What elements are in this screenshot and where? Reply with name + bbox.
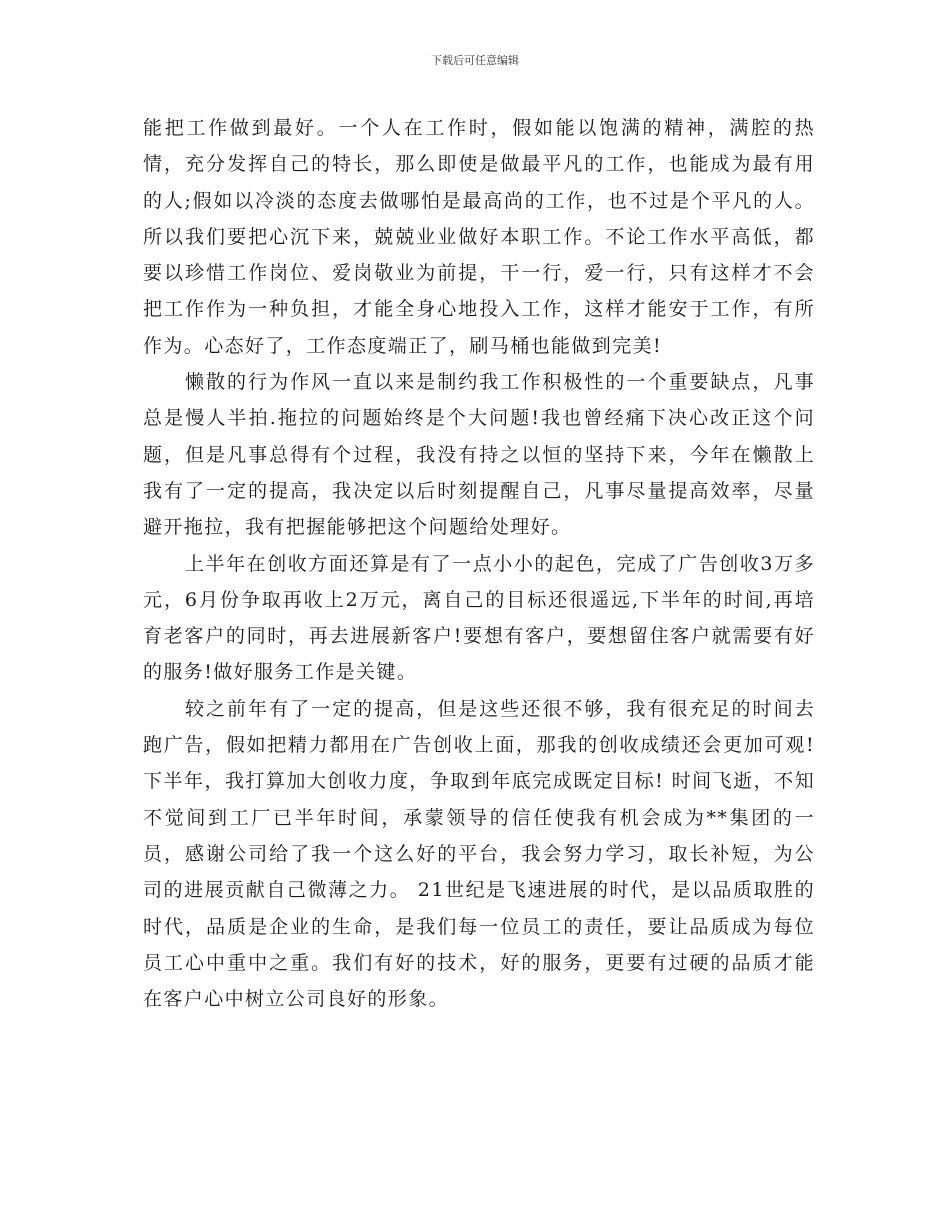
paragraph-3: 上半年在创收方面还算是有了一点小小的起色，完成了广告创收3万多元，6月份争取再收上2万元，离自己的目标还很遥远,下半年的时间,再培育老客户的同时，再去进展新客户!要想有客户，要想留住客户就需要有好的服务!做好服务工作是关键。 <box>143 552 815 684</box>
paragraph-2: 懒散的行为作风一直以来是制约我工作积极性的一个重要缺点，凡事总是慢人半拍.拖拉的问题始终是个大问题!我也曾经痛下决心改正这个问题，但是凡事总得有个过程，我没有持之以恒的坚持下来，今年在懒散上我有了一定的提高，我决定以后时刻提醒自己，凡事尽量提高效率，尽量避开拖拉，我有把握能够把这个问题给处理好。 <box>143 371 815 539</box>
page-header: 下载后可任意编辑 <box>431 54 519 67</box>
paragraph-1: 能把工作做到最好。一个人在工作时，假如能以饱满的精神，满腔的热情，充分发挥自己的特长，那么即使是做最平凡的工作，也能成为最有用的人;假如以冷淡的态度去做哪怕是最高尚的工作，也不过是个平凡的人。 所以我们要把心沉下来，兢兢业业做好本职工作。不论工作水平高低，都要以珍惜工作岗位、爱岗敬业为前提，干一行，爱一行，只有这样才不会把工作作为一种负担，才能全身心地投入工作，这样才能安于工作，有所作为。心态好了，工作态度端正了，刷马桶也能做到完美! <box>143 117 815 357</box>
document-body <box>143 110 815 1017</box>
paragraph-4: 较之前年有了一定的提高，但是这些还很不够，我有很充足的时间去跑广告，假如把精力都用在广告创收上面，那我的创收成绩还会更加可观!下半年，我打算加大创收力度，争取到年底完成既定目标! 时间飞逝，不知不觉间到工厂已半年时间，承蒙领导的信任使我有机会成为**集团的一员，感谢公司给了我一个这么好的平台，我会努力学习，取长补短，为公司的进展贡献自己微薄之力。 21世纪是飞速进展的时代，是以品质取胜的时代，品质是企业的生命，是我们每一位员工的责任，要让品质成为每位员工心中重中之重。我们有好的技术，好的服务，更要有过硬的品质才能在客户心中树立公司良好的形象。 <box>143 697 815 1011</box>
